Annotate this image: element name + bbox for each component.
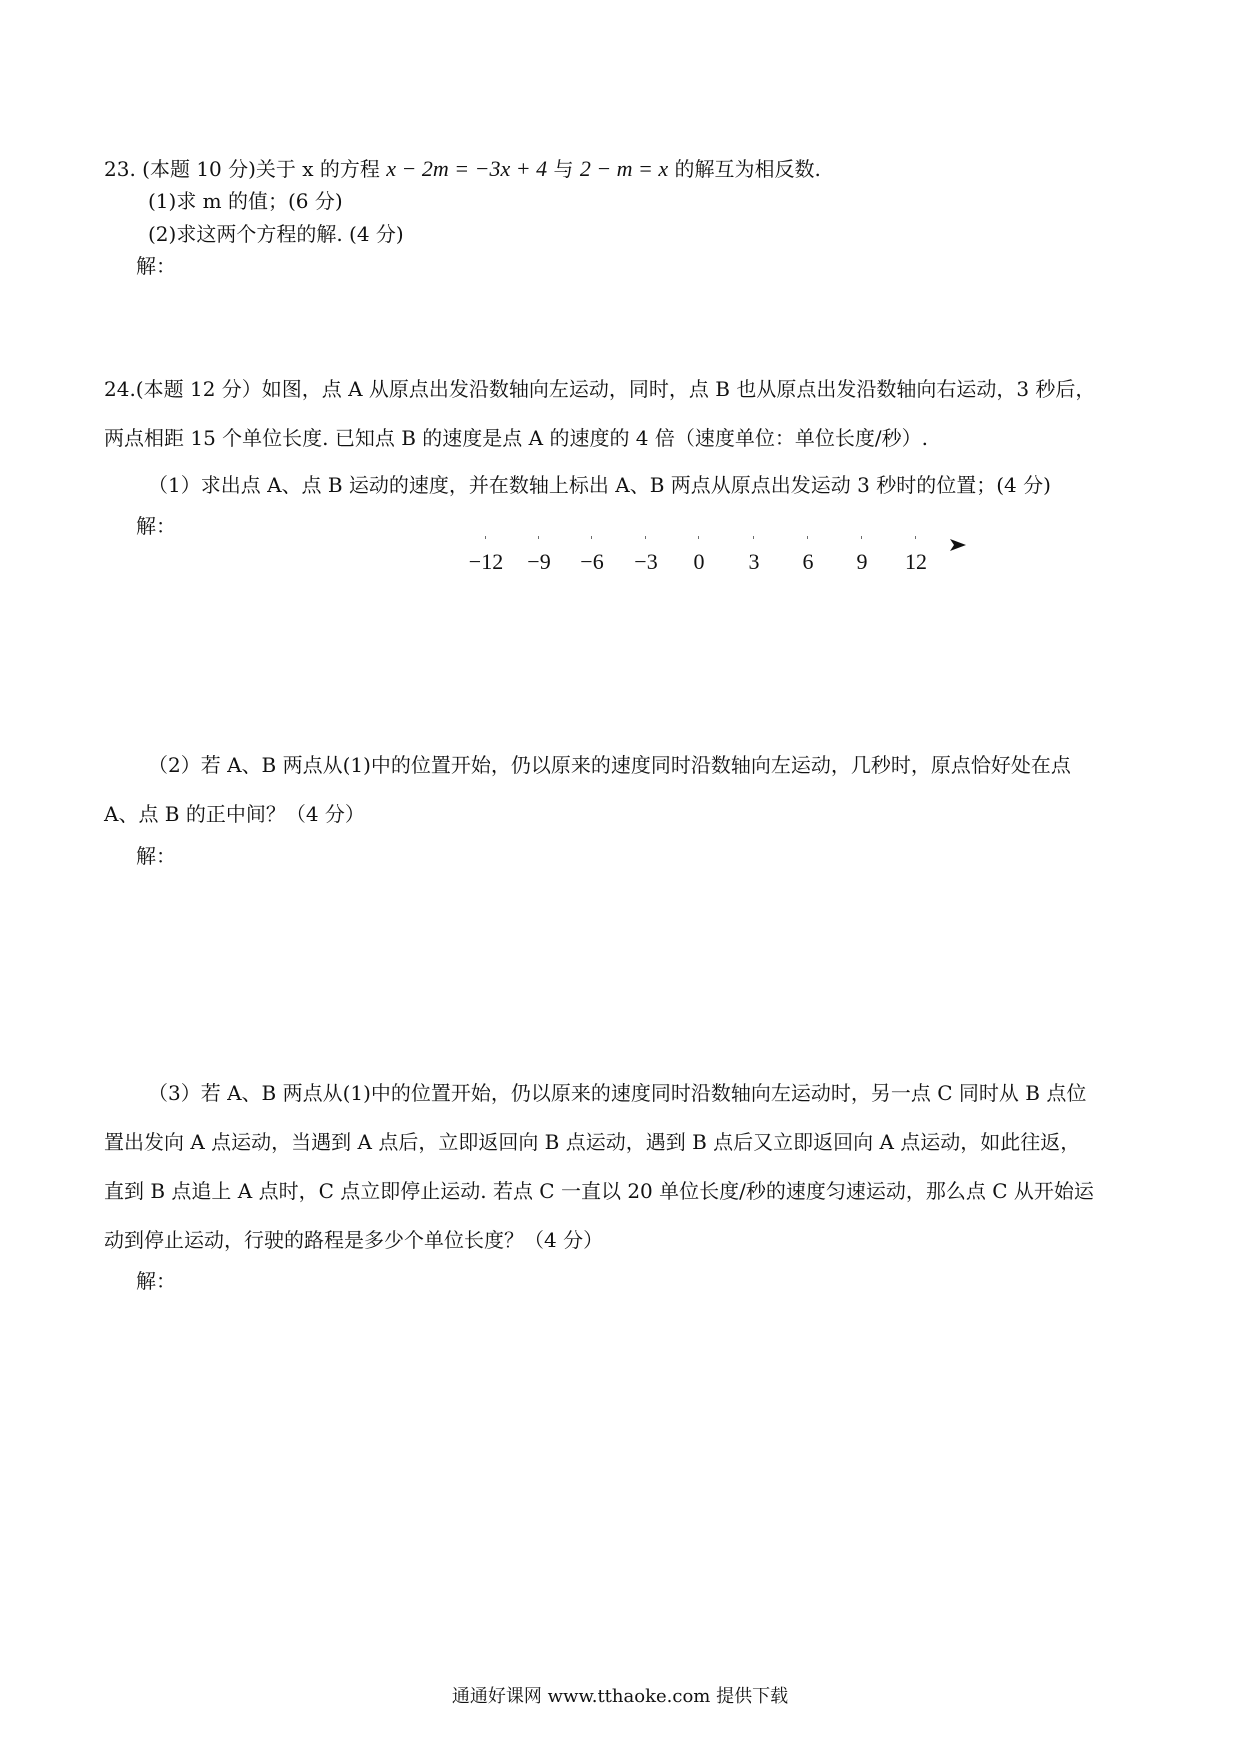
page-footer: 通通好课网 www.tthaoke.com 提供下载 [451, 1686, 789, 1707]
tick-mark: ' [752, 534, 756, 547]
q24-part2-line2: A、点 B 的正中间？（4 分） [104, 802, 365, 826]
q23-answer-label: 解： [136, 254, 176, 278]
number-line-label: 3 [748, 549, 760, 574]
q24-part3-line2: 置出发向 A 点运动，当遇到 A 点后，立即返回向 B 点运动，遇到 B 点后又立即返回向 A 点运动，如此往返， [104, 1130, 1081, 1154]
arrow-right-icon [950, 538, 966, 554]
q23-part1: (1)求 m 的值；(6 分) [148, 189, 343, 213]
tick-mark: ' [537, 534, 541, 547]
q24-part3-answer-label: 解： [136, 1269, 176, 1293]
tick-mark: ' [697, 534, 701, 547]
q23-tail-text: 的解互为相反数. [674, 157, 821, 181]
q24-part3-line3: 直到 B 点追上 A 点时，C 点立即停止运动. 若点 C 一直以 20 单位长度/秒的速度匀速运动，那么点 C 从开始运 [104, 1179, 1094, 1203]
tick-mark: ' [860, 534, 864, 547]
number-line-label: 9 [856, 549, 868, 574]
q23-part2: (2)求这两个方程的解. (4 分) [148, 222, 404, 246]
number-line-label: −9 [527, 549, 551, 574]
number-line-label: −6 [580, 549, 604, 574]
number-line [0, 0, 1240, 600]
tick-mark: ' [806, 534, 810, 547]
q24-intro-line2: 两点相距 15 个单位长度. 已知点 B 的速度是点 A 的速度的 4 倍（速度单位：单位长度/秒）. [104, 426, 928, 450]
q23-header-text: 23. (本题 10 分)关于 x 的方程 [104, 157, 380, 181]
tick-mark: ' [484, 534, 488, 547]
tick-mark: ' [914, 534, 918, 547]
q24-part2-answer-label: 解： [136, 844, 176, 868]
number-line-label: −3 [634, 549, 658, 574]
q24-intro-line1: 24.(本题 12 分）如图，点 A 从原点出发沿数轴向左运动，同时，点 B 也从原点出发沿数轴向右运动，3 秒后， [104, 377, 1096, 401]
q24-part3-line4: 动到停止运动，行驶的路程是多少个单位长度？（4 分） [104, 1228, 604, 1252]
q23-connector: 与 [553, 157, 574, 181]
tick-mark: ' [590, 534, 594, 547]
tick-mark: ' [644, 534, 648, 547]
q23-equation-1: x − 2m = −3x + 4 [386, 156, 548, 181]
q24-part3-line1: （3）若 A、B 两点从(1)中的位置开始，仍以原来的速度同时沿数轴向左运动时，另一点 C 同时从 B 点位 [148, 1081, 1087, 1105]
number-line-label: 0 [693, 549, 705, 574]
q24-part1: （1）求出点 A、点 B 运动的速度，并在数轴上标出 A、B 两点从原点出发运动 3 秒时的位置；(4 分) [148, 473, 1051, 497]
q23-header [104, 157, 821, 181]
q23-equation-2: 2 − m = x [579, 156, 669, 181]
number-line-label: 6 [802, 549, 814, 574]
number-line-label: 12 [905, 549, 927, 574]
q24-part2-line1: （2）若 A、B 两点从(1)中的位置开始，仍以原来的速度同时沿数轴向左运动，几秒时，原点恰好处在点 [148, 753, 1071, 777]
q24-part1-answer-label: 解： [136, 514, 176, 538]
number-line-label: −12 [468, 549, 504, 574]
